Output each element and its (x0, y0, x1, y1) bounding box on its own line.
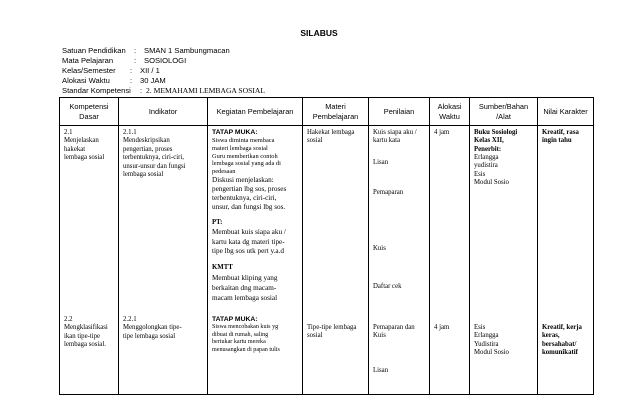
table-header-row (60, 98, 594, 126)
cell-materi-pembelajaran (303, 126, 369, 395)
cell-penilaian (369, 126, 430, 395)
meta-row-satuan-pendidikan (62, 46, 265, 56)
cell-alokasi-waktu (430, 126, 470, 395)
meta-value: 30 JAM (140, 76, 166, 85)
nilai-karakter-r1: Kreatif, rasa ingin tahu (542, 129, 579, 145)
alokasi-r1: 4 jam (434, 129, 450, 136)
header-sumber-bahan-alat: Sumber/Bahan /Alat (470, 98, 538, 126)
kegiatan-kmtt-text: Membuat kliping yang berkaitan dng macam- macam lembaga sosial (212, 274, 278, 302)
meta-label: Alokasi Waktu (62, 76, 110, 85)
cell-sumber-bahan (470, 126, 538, 395)
alokasi-r2: 4 jam (434, 324, 450, 331)
materi-hakekat: Hakekat lembaga sosial (307, 129, 355, 145)
indikator-2-2-1: 2.2.1 Menggolongkan tipe- tipe lembaga sosial (123, 316, 182, 340)
header-alokasi-waktu: Alokasi Waktu (430, 98, 470, 126)
penilaian-pemaparan: Pemaparan (373, 189, 404, 196)
meta-label: Standar Kompetensi (62, 86, 131, 95)
cell-nilai-karakter (538, 126, 594, 395)
meta-separator: : (134, 56, 137, 65)
syllabus-table (59, 97, 594, 395)
kd-2-2: 2.2 Mengklasifikasi ikan tipe-tipe lembaga sosial. (64, 316, 108, 349)
meta-value: 2. MEMAHAMI LEMBAGA SOSIAL (146, 86, 265, 95)
materi-tipe-tipe: Tipe-tipe lembaga sosial (307, 324, 357, 340)
header-kompetensi-dasar: Kompetensi Dasar (60, 98, 119, 126)
meta-separator: : (130, 76, 133, 85)
penilaian-kuis-kartu: Kuis siapa aku / kartu kata (373, 129, 417, 145)
sumber-penerbit-list: Erlangga yudistira Esis Modul Sosio (474, 154, 509, 187)
kegiatan-tatap-muka-2-heading: TATAP MUKA: (212, 316, 258, 323)
kegiatan-kmtt-heading: KMTT (212, 264, 233, 271)
meta-label: Satuan Pendidikan (62, 46, 126, 55)
kegiatan-pt-text: Membuat kuis siapa aku / kartu kata dg materi tipe- tipe lbg sos utk pert y.a.d (212, 228, 286, 256)
indikator-2-1-1: 2.1.1 Mendeskripsikan pengertian, proses terbentuknya, ciri-ciri, unsur-unsur dan fungsi lembaga sosial (123, 129, 186, 179)
meta-row-standar-kompetensi (62, 86, 265, 96)
nilai-karakter-r2: Kreatif, kerja keras, bersahabat/ komunikatif (542, 324, 582, 357)
sumber-list-2: Esis Erlangga Yudistira Modul Sosio (474, 324, 509, 357)
meta-row-mata-pelajaran (62, 56, 265, 66)
meta-value: SOSIOLOGI (144, 56, 187, 65)
kegiatan-tatap-muka-text: Siswa diminta membaca materi lembaga sosial Guru memberikan contoh lembaga sosial yang ada di pedesaan (212, 137, 281, 176)
meta-row-alokasi-waktu (62, 76, 265, 86)
penilaian-pemaparan-kuis: Pemaparan dan Kuis (373, 324, 415, 340)
penilaian-lisan: Lisan (373, 159, 389, 166)
meta-value: SMAN 1 Sambungmacan (144, 46, 230, 55)
meta-separator: : (134, 46, 137, 55)
meta-label: Kelas/Semester (62, 66, 116, 75)
syllabus-meta (62, 46, 265, 96)
penilaian-kuis: Kuis (373, 245, 386, 252)
meta-label: Mata Pelajaran (62, 56, 114, 65)
cell-kegiatan-pembelajaran (208, 126, 303, 395)
header-kegiatan-pembelajaran: Kegiatan Pembelajaran (208, 98, 303, 126)
kegiatan-tatap-muka-heading: TATAP MUKA: (212, 129, 258, 136)
cell-kompetensi-dasar (60, 126, 119, 395)
kd-2-1: 2.1 Menjelaskan hakekat lembaga sosial (64, 129, 105, 162)
table-row (60, 126, 594, 395)
penilaian-daftar-cek: Daftar cek (373, 283, 402, 290)
kegiatan-diskusi-text: Diskusi menjelaskan: pengertian lbg sos, proses terbentuknya, ciri-ciri, unsur, dan fungsi lbg sos. (212, 176, 287, 211)
penilaian-lisan-2: Lisan (373, 367, 389, 374)
header-penilaian: Penilaian (369, 98, 430, 126)
kegiatan-pt-heading: PT: (212, 219, 223, 226)
meta-row-kelas-semester (62, 66, 265, 76)
header-indikator: Indikator (119, 98, 208, 126)
cell-indikator (119, 126, 208, 395)
header-nilai-karakter: Nilai Karakter (538, 98, 594, 126)
meta-separator: : (130, 66, 133, 75)
header-materi-pembelajaran: Materi Pembelajaran (303, 98, 369, 126)
meta-separator: : (140, 86, 143, 95)
kegiatan-tatap-muka-2-text: Siswa mencobakan kuis yg dibuat di rumah, saling bertukar kartu mereka menusangkan di papan tulis (212, 324, 280, 353)
document-title: SILABUS (300, 28, 338, 38)
meta-value: XII / 1 (140, 66, 160, 75)
sumber-buku-heading: Buku Sosiologi Kelas XII, Penerbit: (474, 129, 518, 153)
